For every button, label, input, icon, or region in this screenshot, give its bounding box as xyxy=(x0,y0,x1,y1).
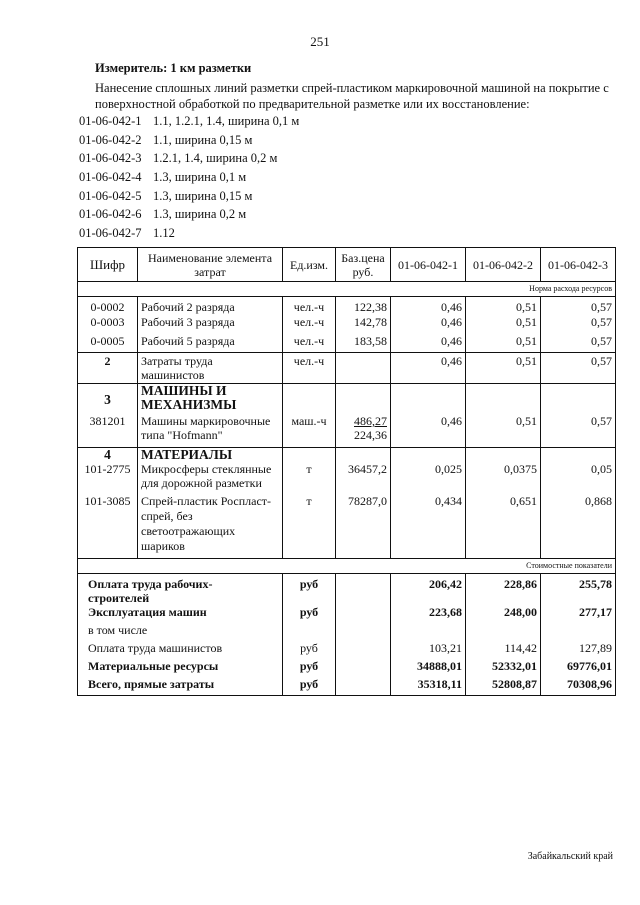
cell-price xyxy=(336,447,391,462)
header-col-1: 01-06-042-1 xyxy=(391,248,466,282)
cell-value-1: 0,46 xyxy=(391,297,466,316)
cost-value-1: 35318,11 xyxy=(391,677,466,695)
page-number: 251 xyxy=(310,34,330,49)
cost-value-3: 69776,01 xyxy=(541,659,616,677)
cost-row xyxy=(78,677,616,695)
cell-code: 2 xyxy=(78,352,138,383)
cost-row xyxy=(78,573,616,605)
cell-value-3: 0,868 xyxy=(541,494,616,558)
cost-row xyxy=(78,659,616,677)
cost-value-3 xyxy=(541,623,616,641)
code-text: 1.1, 1.2.1, 1.4, ширина 0,1 м xyxy=(153,114,300,128)
cost-unit: руб xyxy=(283,573,336,605)
cell-name: Рабочий 5 разряда xyxy=(138,334,283,353)
cost-subheader xyxy=(78,558,616,573)
table-row xyxy=(78,297,616,316)
code-list-item xyxy=(79,149,299,168)
cell-value-1: 0,46 xyxy=(391,315,466,334)
code-list-item xyxy=(79,131,299,150)
table-row xyxy=(78,334,616,353)
cell-value-2 xyxy=(466,447,541,462)
cell-name: Спрей-пластик Роспласт-спрей, без светоотражающих шариков xyxy=(138,494,283,558)
cell-value-3: 0,57 xyxy=(541,315,616,334)
cell-price xyxy=(336,623,391,641)
operators-row xyxy=(78,352,616,383)
cell-value-2: 0,51 xyxy=(466,352,541,383)
section-title: МАТЕРИАЛЫ xyxy=(138,447,283,462)
cell-value-1 xyxy=(391,383,466,414)
code-id: 01-06-042-6 xyxy=(79,207,142,222)
cell-value-2: 0,651 xyxy=(466,494,541,558)
cost-value-1: 34888,01 xyxy=(391,659,466,677)
cell-unit: маш.-ч xyxy=(283,414,336,447)
cell-price xyxy=(336,641,391,659)
code-id: 01-06-042-5 xyxy=(79,188,142,203)
cell-value-2: 0,51 xyxy=(466,414,541,447)
cost-value-2: 228,86 xyxy=(466,573,541,605)
header-name: Наименование элемента затрат xyxy=(138,248,283,282)
cell-unit: т xyxy=(283,494,336,558)
cell-value-1: 0,434 xyxy=(391,494,466,558)
cell-name: Рабочий 2 разряда xyxy=(138,297,283,316)
cell-unit xyxy=(283,383,336,414)
cell-price: 142,78 xyxy=(336,315,391,334)
code-id: 01-06-042-1 xyxy=(79,114,142,128)
cell-price xyxy=(336,677,391,695)
cell-price: 122,38 xyxy=(336,297,391,316)
header-price: Баз.цена руб. xyxy=(336,248,391,282)
norm-subheader xyxy=(78,282,616,297)
cost-unit: руб xyxy=(283,659,336,677)
cost-label: Стоимостные показатели xyxy=(78,558,616,573)
measure-heading: Измеритель: 1 км разметки xyxy=(95,61,252,75)
cost-value-1: 206,42 xyxy=(391,573,466,605)
code-id: 01-06-042-3 xyxy=(79,151,142,166)
cost-value-3: 255,78 xyxy=(541,573,616,605)
cell-value-2: 0,51 xyxy=(466,297,541,316)
cell-code: 0-0005 xyxy=(78,334,138,353)
cell-value-2 xyxy=(466,383,541,414)
section-title: МАШИНЫ И МЕХАНИЗМЫ xyxy=(138,383,283,414)
cell-price xyxy=(336,383,391,414)
cost-value-2: 52808,87 xyxy=(466,677,541,695)
header-unit: Ед.изм. xyxy=(283,248,336,282)
cell-price xyxy=(336,573,391,605)
table-header-row xyxy=(78,248,616,282)
cost-name: Оплата труда машинистов xyxy=(78,641,283,659)
cost-value-2: 248,00 xyxy=(466,605,541,623)
cost-unit xyxy=(283,623,336,641)
header-code: Шифр xyxy=(78,248,138,282)
cell-name: Машины маркировочные типа "Hofmann" xyxy=(138,414,283,447)
header-col-3: 01-06-042-3 xyxy=(541,248,616,282)
norm-label: Норма расхода ресурсов xyxy=(78,282,616,297)
cost-value-2: 52332,01 xyxy=(466,659,541,677)
cell-value-1: 0,46 xyxy=(391,352,466,383)
cell-unit: чел.-ч xyxy=(283,352,336,383)
cell-value-1 xyxy=(391,447,466,462)
cost-value-1: 103,21 xyxy=(391,641,466,659)
cell-unit: чел.-ч xyxy=(283,297,336,316)
cell-name: Рабочий 3 разряда xyxy=(138,315,283,334)
cost-unit: руб xyxy=(283,641,336,659)
resource-table xyxy=(77,247,616,696)
code-text: 1.2.1, 1.4, ширина 0,2 м xyxy=(153,151,278,166)
cost-value-1 xyxy=(391,623,466,641)
region-footer: Забайкальский край xyxy=(527,851,613,862)
cost-unit: руб xyxy=(283,677,336,695)
cost-row xyxy=(78,605,616,623)
cell-value-3: 0,57 xyxy=(541,414,616,447)
cost-name: Оплата труда рабочих-строителей xyxy=(78,573,283,605)
cell-value-2: 0,51 xyxy=(466,334,541,353)
section-number: 3 xyxy=(78,383,138,414)
cell-unit xyxy=(283,447,336,462)
code-text: 1.1, ширина 0,15 м xyxy=(153,132,253,147)
cost-value-1: 223,68 xyxy=(391,605,466,623)
cell-value-3 xyxy=(541,447,616,462)
cell-value-2: 0,0375 xyxy=(466,462,541,494)
code-text: 1.3, ширина 0,2 м xyxy=(153,207,247,222)
cell-value-3: 0,05 xyxy=(541,462,616,494)
cell-code: 101-2775 xyxy=(78,462,138,494)
code-list-item xyxy=(79,168,299,187)
table-row xyxy=(78,494,616,558)
code-id: 01-06-042-7 xyxy=(79,226,142,241)
code-id: 01-06-042-2 xyxy=(79,132,142,147)
cost-name: в том числе xyxy=(78,623,283,641)
work-description: Нанесение сплошных линий разметки спрей-пластиком маркировочной машиной на покрытие с поверхностной обработкой по предварительной разметке или их восстановление: xyxy=(95,81,609,111)
cell-price: 36457,2 xyxy=(336,462,391,494)
table-row xyxy=(78,315,616,334)
cost-row xyxy=(78,623,616,641)
code-text: 1.12 xyxy=(153,226,175,241)
cell-price xyxy=(336,352,391,383)
cell-code: 101-3085 xyxy=(78,494,138,558)
cell-value-3 xyxy=(541,383,616,414)
code-list-item xyxy=(79,224,299,243)
cell-name: Затраты труда машинистов xyxy=(138,352,283,383)
cost-value-2: 114,42 xyxy=(466,641,541,659)
cell-code: 0-0002 xyxy=(78,297,138,316)
cell-value-3: 0,57 xyxy=(541,352,616,383)
code-list xyxy=(79,112,299,243)
code-list-item xyxy=(79,205,299,224)
cost-value-3: 277,17 xyxy=(541,605,616,623)
cost-value-2 xyxy=(466,623,541,641)
section-number: 4 xyxy=(78,447,138,462)
table-row xyxy=(78,462,616,494)
cost-value-3: 127,89 xyxy=(541,641,616,659)
cell-value-1: 0,46 xyxy=(391,414,466,447)
code-text: 1.3, ширина 0,15 м xyxy=(153,188,253,203)
cell-value-3: 0,57 xyxy=(541,297,616,316)
cell-value-1: 0,025 xyxy=(391,462,466,494)
header-col-2: 01-06-042-2 xyxy=(466,248,541,282)
cell-unit: чел.-ч xyxy=(283,334,336,353)
materials-section-row xyxy=(78,447,616,462)
price-primary: 486,27 xyxy=(354,414,387,428)
cell-unit: т xyxy=(283,462,336,494)
cell-price: 78287,0 xyxy=(336,494,391,558)
cell-value-1: 0,46 xyxy=(391,334,466,353)
cell-price: 183,58 xyxy=(336,334,391,353)
cost-row xyxy=(78,641,616,659)
code-list-item xyxy=(79,112,299,131)
code-text: 1.3, ширина 0,1 м xyxy=(153,170,247,185)
cost-name: Материальные ресурсы xyxy=(78,659,283,677)
cell-unit: чел.-ч xyxy=(283,315,336,334)
machines-section-row xyxy=(78,383,616,414)
cell-price xyxy=(336,605,391,623)
cell-name: Микросферы стеклянные для дорожной разметки xyxy=(138,462,283,494)
cost-name: Эксплуатация машин xyxy=(78,605,283,623)
code-id: 01-06-042-4 xyxy=(79,170,142,185)
cost-unit: руб xyxy=(283,605,336,623)
cell-price xyxy=(336,414,391,447)
cost-name: Всего, прямые затраты xyxy=(78,677,283,695)
code-list-item xyxy=(79,187,299,206)
cell-price xyxy=(336,659,391,677)
cell-code: 381201 xyxy=(78,414,138,447)
table-row xyxy=(78,414,616,447)
cell-value-3: 0,57 xyxy=(541,334,616,353)
price-secondary: 224,36 xyxy=(354,428,387,442)
cell-code: 0-0003 xyxy=(78,315,138,334)
cell-value-2: 0,51 xyxy=(466,315,541,334)
cost-value-3: 70308,96 xyxy=(541,677,616,695)
